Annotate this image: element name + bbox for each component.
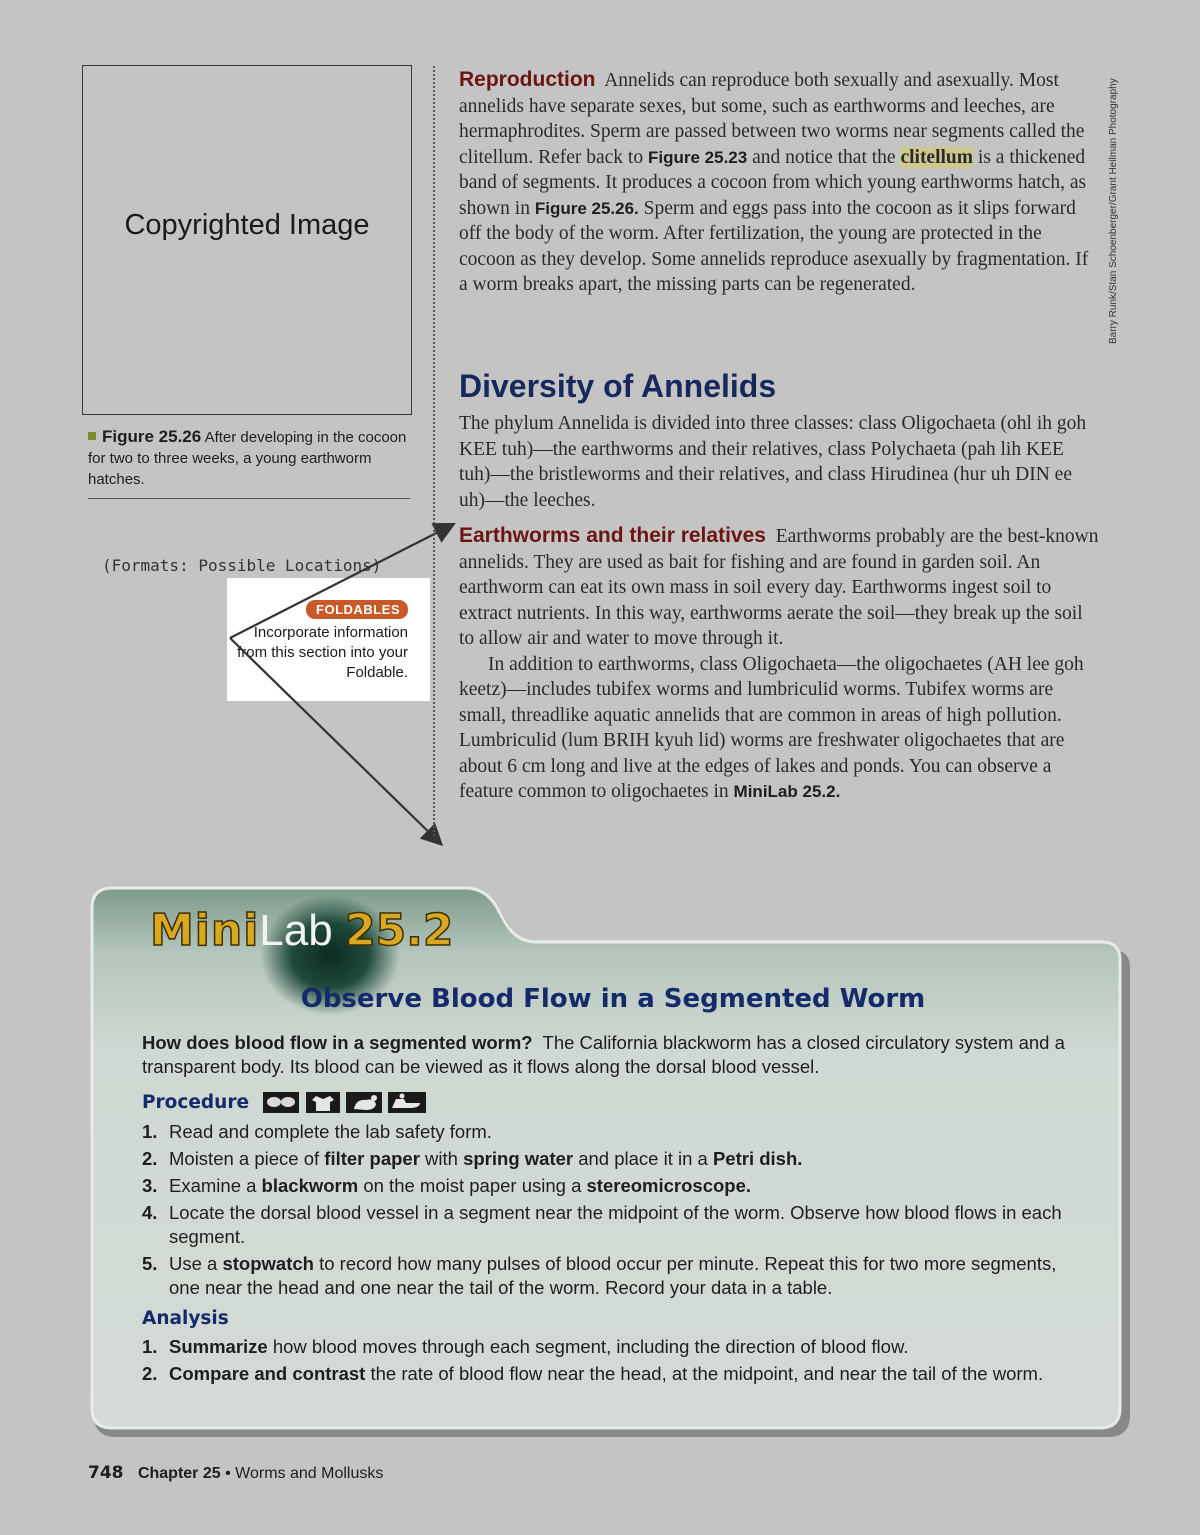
procedure-steps: [142, 1120, 1082, 1303]
minilab-question: How does blood flow in a segmented worm?: [142, 1032, 533, 1053]
step-text: Use a: [169, 1253, 218, 1274]
lab-coat-icon: [306, 1092, 340, 1113]
step-number: 2.: [142, 1148, 158, 1169]
minilab-title-lab: Lab: [259, 906, 333, 955]
analysis-verb: Compare and contrast: [169, 1363, 366, 1384]
analysis-text: how blood moves through each segment, including the direction of blood flow.: [272, 1336, 909, 1357]
procedure-step: [142, 1201, 1082, 1249]
material-blackworm: blackworm: [261, 1175, 359, 1196]
figure-caption-text: After developing in the cocoon for two to three weeks, a young earthworm hatches.: [88, 429, 407, 488]
analysis-item: [142, 1335, 1082, 1359]
step-number: 5.: [142, 1253, 158, 1274]
foldables-text: Incorporate information from this section into your Foldable.: [237, 624, 408, 681]
analysis-item: [142, 1362, 1082, 1386]
material-stereomicroscope: stereomicroscope.: [586, 1175, 752, 1196]
material-filter-paper: filter paper: [324, 1148, 420, 1169]
step-text: Locate the dorsal blood vessel in a segment near the midpoint of the worm. Observe how blood flows in each segment.: [169, 1202, 1062, 1247]
step-number: 3.: [142, 1175, 158, 1196]
diversity-paragraph: The phylum Annelida is divided into three classes: class Oligochaeta (ohl ih goh KEE tuh)—the earthworms and their relatives, class Polychaeta (pah lih KEE tuh)—the bristleworms and their relatives, and class Hirudinea (hur uh DIN ee uh)—the leeches.: [459, 413, 1087, 511]
procedure-step: [142, 1174, 1082, 1198]
minilab-title-mini: Mini: [150, 905, 260, 956]
earthworms-text-1: Earthworms probably are the best-known annelids. They are used as bait for fishing and are found in garden soil. An earthworm can eat its own mass in soil every day. Earthworms ingest soil to extract nutrients. In this way, earthworms aerate the soil—they break up the soil to allow air and water to move through it.: [459, 526, 1099, 649]
material-spring-water: spring water: [463, 1148, 574, 1169]
analysis-questions: [142, 1335, 1082, 1389]
minilab-title: [150, 905, 454, 956]
step-text: Read and complete the lab safety form.: [169, 1121, 492, 1142]
analysis-heading: Analysis: [142, 1308, 229, 1329]
material-petri-dish: Petri dish.: [712, 1148, 803, 1169]
figure-ref-25-23: Figure 25.23: [647, 147, 748, 167]
material-stopwatch: stopwatch: [222, 1253, 314, 1274]
procedure-step: [142, 1147, 1082, 1171]
safety-icons: [262, 1090, 428, 1116]
hand-wash-icon: [388, 1092, 426, 1113]
step-text: on the moist paper using a: [363, 1175, 582, 1196]
reproduction-text-3: is a thickened band of segments. It produces a cocoon from which young earthworms hatch, as shown in: [459, 146, 1087, 219]
procedure-step: [142, 1252, 1082, 1300]
step-text: with: [425, 1148, 458, 1169]
analysis-number: 1.: [142, 1336, 158, 1357]
figure-placeholder-text: Copyrighted Image: [124, 208, 370, 241]
section-title: Diversity of Annelids: [459, 368, 777, 404]
animal-safety-icon: [346, 1092, 382, 1113]
minilab-subtitle: Observe Blood Flow in a Segmented Worm: [300, 984, 926, 1014]
analysis-verb: Summarize: [169, 1336, 268, 1357]
minilab-title-number: 25.2: [344, 905, 454, 956]
formats-note: (Formats: Possible Locations): [102, 556, 382, 575]
step-text: and place it in a: [578, 1148, 708, 1169]
earthworms-heading: Earthworms and their relatives: [459, 524, 766, 547]
step-text: to record how many pulses of blood occur per minute. Repeat this for two more segments, one near the head and one near the tail of the worm. Record your data in a table.: [169, 1253, 1057, 1298]
analysis-text: the rate of blood flow near the head, at the midpoint, and near the tail of the worm.: [370, 1363, 1044, 1384]
step-text: Moisten a piece of: [169, 1148, 320, 1169]
photo-credit: Barry Runk/Stan Schoenberger/Grant Heilman Photography: [1108, 78, 1119, 344]
goggles-icon: [263, 1092, 299, 1113]
step-number: 1.: [142, 1121, 158, 1142]
clitellum-term: clitellum: [900, 146, 974, 168]
footer-bullet: •: [225, 1465, 231, 1482]
figure-ref-25-26: Figure 25.26.: [534, 198, 639, 218]
foldables-badge: FOLDABLES: [306, 600, 408, 619]
minilab-intro-text: The California blackworm has a closed circulatory system and a transparent body. Its blood can be viewed as it flows along the dorsal blood vessel.: [142, 1032, 1065, 1077]
step-number: 4.: [142, 1202, 158, 1223]
chapter-label: Chapter 25: [137, 1465, 221, 1482]
reproduction-text-1: Annelids can reproduce both sexually and asexually. Most annelids have separate sexes, but some, such as earthworms and leeches, are hermaphrodites. Sperm are passed between two worms near segments called the clitellum. Refer back to: [459, 70, 1085, 168]
minilab-intro: [142, 1031, 1082, 1079]
page-number: 748: [88, 1463, 124, 1483]
procedure-heading: Procedure: [142, 1092, 249, 1113]
earthworms-text-2: In addition to earthworms, class Oligochaeta—the oligochaetes (AH lee goh keetz)—includes tubifex worms and lumbriculid worms. Tubifex worms are small, threadlike aquatic annelids that are common in areas of high pollution. Lumbriculid (lum BRIH kyuh lid) worms are freshwater oligochaetes that are about 6 cm long and live at the edges of lakes and ponds. You can observe a feature common to oligochaetes in: [459, 653, 1084, 802]
procedure-step: [142, 1120, 1082, 1144]
minilab-ref: MiniLab 25.2.: [733, 782, 841, 801]
reproduction-text-4: Sperm and eggs pass into the cocoon as it slips forward off the body of the worm. After fertilization, the young are protected in the cocoon as they develop. Some annelids reproduce asexually by fragmentation. If a worm breaks apart, the missing parts can be regenerated.: [459, 197, 1089, 295]
reproduction-heading: Reproduction: [459, 68, 596, 91]
reproduction-text-2: and notice that the: [752, 146, 896, 168]
analysis-number: 2.: [142, 1363, 158, 1384]
chapter-title: Worms and Mollusks: [235, 1465, 384, 1482]
figure-label: Figure 25.26: [102, 427, 202, 446]
page-footer: [88, 1463, 383, 1483]
step-text: Examine a: [169, 1175, 257, 1196]
